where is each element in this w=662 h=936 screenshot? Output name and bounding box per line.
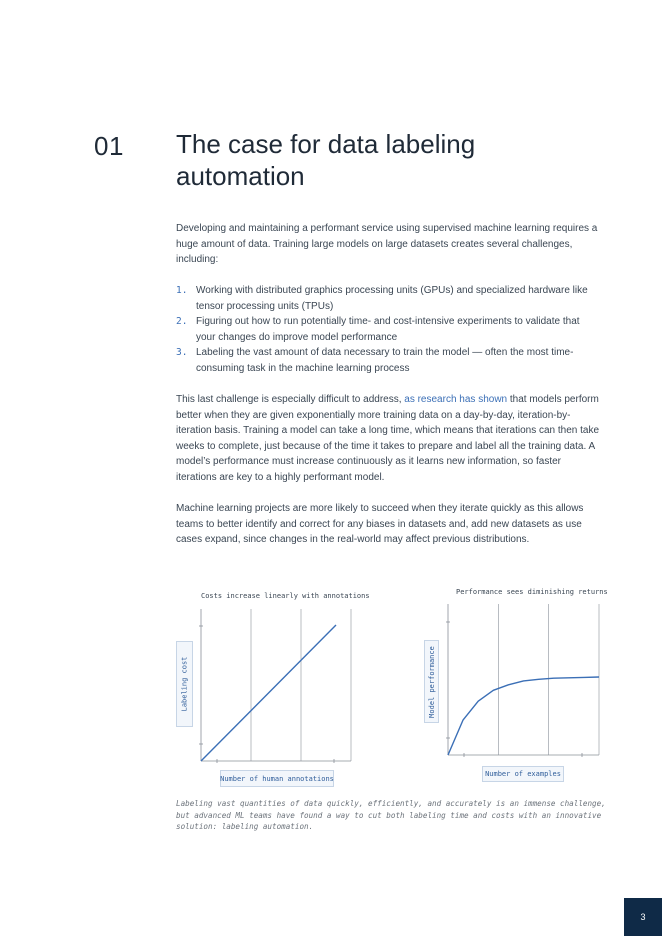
chart1-title: Costs increase linearly with annotations — [201, 592, 370, 600]
chart2-ylabel-text: Model performance — [427, 645, 436, 718]
chart1-xlabel: Number of human annotations — [220, 770, 334, 787]
iteration-text: Machine learning projects are more likely to succeed when they iterate quickly as this allows teams to better identify and correct for any biases in datasets and, add new datasets as use cases expand, since changes in the real-world may affect previous distributions. — [176, 503, 584, 545]
figure-caption: Labeling vast quantities of data quickly, efficiently, and accurately is an immense challenge, but advanced ML teams have found a way to cut both labeling time and costs with an innovative solution: labeling automation. — [176, 799, 606, 831]
page-number: 3 — [624, 898, 662, 936]
section-number: 01 — [94, 131, 124, 161]
chart2-series-line — [448, 677, 599, 755]
list-text: Figuring out how to run potentially time- and cost-intensive experiments to validate that your changes do improve model performance — [196, 316, 580, 343]
research-text-before: This last challenge is especially difficult to address, — [176, 394, 405, 405]
list-text: Working with distributed graphics processing units (GPUs) and specialized hardware like tensor processing units (TPUs) — [196, 285, 588, 312]
chart2-title: Performance sees diminishing returns — [456, 588, 608, 596]
research-text-after: that models perform better when they are given exponentially more training data on a day-by-day, iteration-by-iteration basis. Training a model can take a long time, which means that iterations can then take weeks to complete, just because of the time it takes to prepare and label all the training data. A model’s performance must increase continuously as it learns new information, so faster iterations are key to a highly performant model. — [176, 394, 600, 483]
list-number: 1. — [176, 285, 188, 296]
chart1-series-line — [201, 625, 336, 761]
list-number: 3. — [176, 347, 188, 358]
intro-text: Developing and maintaining a performant service using supervised machine learning requires a huge amount of data. Training large models on large datasets creates several challenges, including: — [176, 223, 598, 265]
list-text: Labeling the vast amount of data necessary to train the model — often the most time-consuming task in the machine learning process — [196, 347, 574, 374]
chart2-xlabel: Number of examples — [482, 766, 564, 782]
research-link[interactable]: as research has shown — [404, 394, 508, 405]
section-title: The case for data labeling automation — [176, 129, 476, 191]
list-number: 2. — [176, 316, 188, 327]
chart1-ylabel-text: Labeling cost — [180, 656, 189, 712]
